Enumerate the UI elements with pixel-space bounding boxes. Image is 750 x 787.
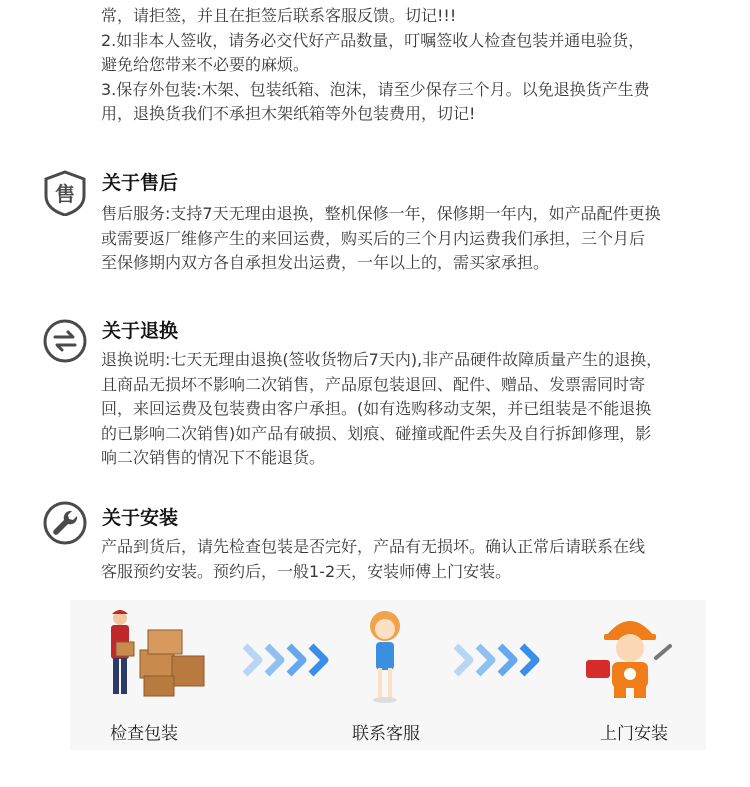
delivery-boxes-icon — [100, 606, 215, 701]
sale-glyph: 售 — [55, 182, 75, 206]
exchange-arrows-icon — [42, 318, 88, 364]
installation-text — [101, 535, 721, 584]
text-line: 售后服务:支持7天无理由退换，整机保修一年，保修期一年内，如产品配件更换 — [101, 204, 661, 223]
top-notice — [101, 4, 721, 127]
notice-line: 3.保存外包装:木架、包装纸箱、泡沫，请至少保存三个月。以免退换货产生费 — [101, 79, 650, 99]
wrench-icon — [42, 500, 88, 546]
installer-worker-icon — [584, 606, 676, 702]
step-label-contact: 联系客服 — [352, 724, 420, 744]
chevron-arrows-icon — [243, 640, 339, 680]
text-line: 退换说明:七天无理由退换(签收货物后7天内),非产品硬件故障质量产生的退换， — [101, 350, 663, 369]
text-line: 或需要返厂维修产生的来回运费，购买后的三个月内运费我们承担，三个月后 — [101, 228, 646, 248]
after-sales-text — [101, 202, 721, 276]
returns-text — [101, 348, 721, 471]
customer-service-girl-icon — [360, 608, 410, 704]
step-label-install: 上门安装 — [600, 724, 668, 744]
chevron-arrows-icon — [454, 640, 550, 680]
text-line: 客服预约安装。预约后，一般1-2天，安装师傅上门安装。 — [101, 561, 512, 581]
notice-line: 2.如非本人签收，请务必交代好产品数量，叮嘱签收人检查包装并通电验货， — [101, 30, 645, 50]
notice-line: 避免给您带来不必要的麻烦。 — [101, 55, 310, 74]
returns-title: 关于退换 — [102, 320, 179, 342]
shop-sale-badge-icon — [42, 170, 88, 216]
text-line: 产品到货后，请先检查包装是否完好，产品有无损坏。确认正常后请联系在线 — [101, 537, 646, 556]
installation-title: 关于安装 — [102, 507, 179, 529]
notice-line: 用，退换货我们不承担木架纸箱等外包装费用，切记! — [101, 104, 476, 123]
text-line: 响二次销售的情况下不能退货。 — [101, 448, 326, 467]
text-line: 回，来回运费及包装费由客户承担。(如有选购移动支架，并已组装是不能退换 — [101, 399, 652, 418]
step-label-check: 检查包装 — [110, 724, 178, 744]
text-line: 的已影响二次销售)如产品有破损、划痕、碰撞或配件丢失及自行拆卸修理，影 — [101, 423, 652, 443]
text-line: 至保修期内双方各自承担发出运费，一年以上的，需买家承担。 — [101, 253, 550, 272]
text-line: 且商品无损坏不影响二次销售，产品原包装退回、配件、赠品、发票需同时寄 — [101, 374, 646, 394]
after-sales-title: 关于售后 — [102, 172, 179, 194]
notice-line: 常，请拒签，并且在拒签后联系客服反馈。切记!!! — [101, 6, 457, 25]
